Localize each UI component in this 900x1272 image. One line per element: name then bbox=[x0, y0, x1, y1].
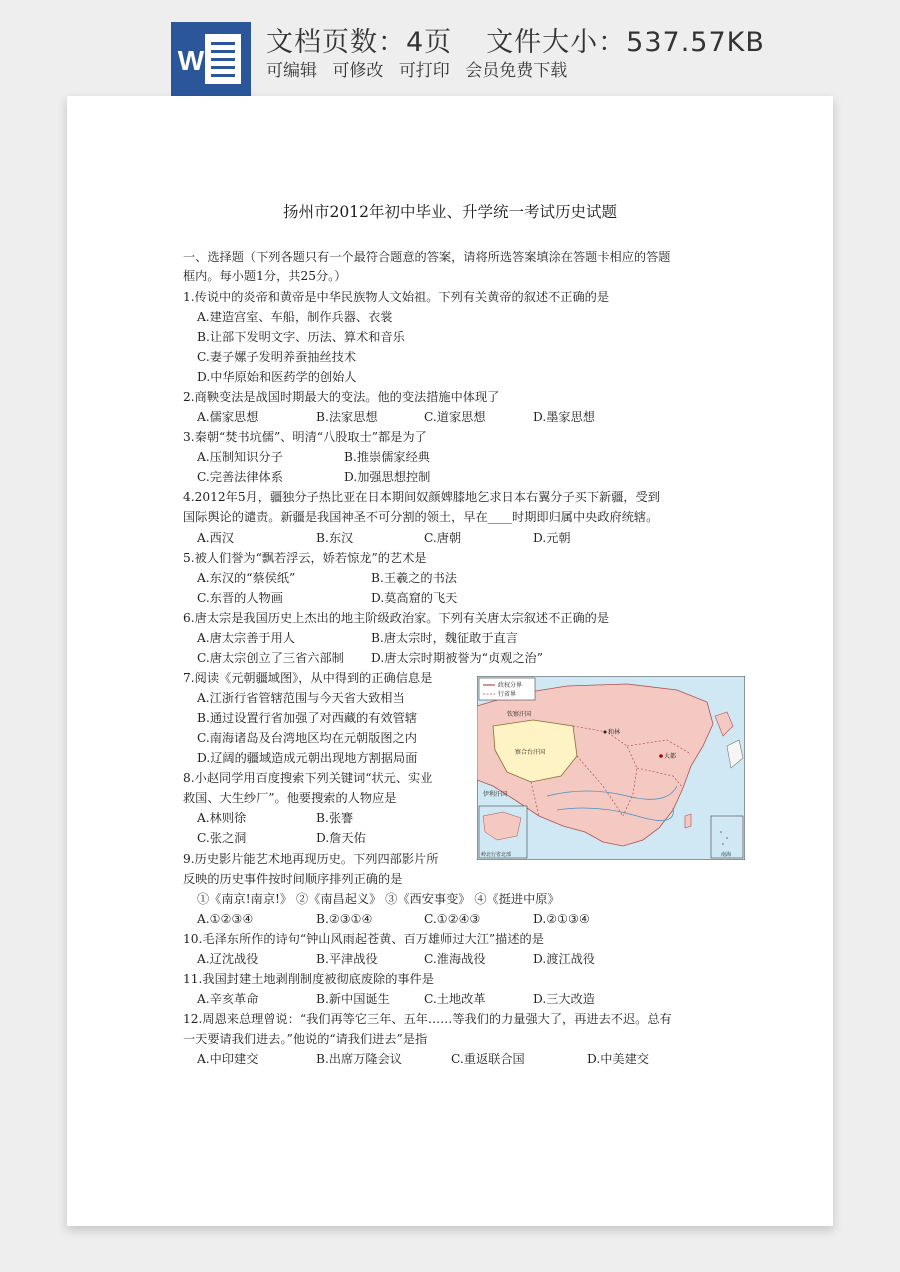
exam-title: 扬州市2012年初中毕业、升学统一考试历史试题 bbox=[283, 203, 617, 221]
question-12-option-b: B.出席万隆会议 bbox=[316, 1052, 402, 1066]
question-2-option-a: A.儒家思想 bbox=[197, 410, 259, 424]
question-8-stem-line1: 8.小赵同学用百度搜索下列关键词“状元、实业 bbox=[183, 771, 433, 785]
question-1-option-a: A.建造宫室、车船，制作兵器、衣裳 bbox=[197, 310, 393, 324]
question-6-stem: 6.唐太宗是我国历史上杰出的地主阶级政治家。下列有关唐太宗叙述不正确的是 bbox=[183, 611, 610, 625]
question-11-option-d: D.三大改造 bbox=[533, 992, 595, 1006]
question-10-option-a: A.辽沈战役 bbox=[197, 952, 259, 966]
section-intro-line1: 一、选择题（下列各题只有一个最符合题意的答案，请将所选答案填涂在答题卡相应的答题 bbox=[183, 250, 671, 264]
file-size: 文件大小：537.57KB bbox=[486, 27, 765, 58]
word-icon-letter: W bbox=[177, 45, 205, 76]
question-8-option-c: C.张之洞 bbox=[197, 831, 247, 845]
question-10-option-d: D.渡江战役 bbox=[533, 952, 595, 966]
question-12-option-c: C.重返联合国 bbox=[451, 1052, 525, 1066]
question-6-option-a: A.唐太宗善于用人 bbox=[197, 631, 295, 645]
question-12-stem-line2: 一天要请我们进去。”他说的“请我们进去”是指 bbox=[183, 1032, 428, 1046]
question-4-option-c: C.唐朝 bbox=[424, 531, 462, 545]
question-6-option-d: D.唐太宗时期被誉为“贞观之治” bbox=[371, 651, 543, 665]
question-10-option-c: C.淮海战役 bbox=[424, 952, 486, 966]
download-banner bbox=[0, 0, 900, 96]
question-7-option-c: C.南海诸岛及台湾地区均在元朝版图之内 bbox=[197, 731, 417, 745]
question-1-stem: 1.传说中的炎帝和黄帝是中华民族物人文始祖。下列有关黄帝的叙述不正确的是 bbox=[183, 290, 610, 304]
question-6-option-b: B.唐太宗时，魏征敢于直言 bbox=[371, 631, 518, 645]
question-8-option-d: D.詹天佑 bbox=[316, 831, 366, 845]
question-5-option-b: B.王羲之的书法 bbox=[371, 571, 457, 585]
question-3-option-a: A.压制知识分子 bbox=[197, 450, 283, 464]
feature-editable: 可编辑 bbox=[266, 61, 317, 81]
map-label-ilkhanate: 伊利汗国 bbox=[483, 791, 508, 798]
question-1-option-c: C.妻子嫘子发明养蚕抽丝技术 bbox=[197, 350, 357, 364]
map-label-dadu: 大都 bbox=[664, 753, 677, 760]
question-9-stem-line1: 9.历史影片能艺术地再现历史。下列四部影片所 bbox=[183, 852, 439, 866]
question-2-option-c: C.道家思想 bbox=[424, 410, 486, 424]
question-10-stem: 10.毛泽东所作的诗句“钟山风雨起苍黄、百万雄师过大江”描述的是 bbox=[183, 932, 544, 946]
page-count: 文档页数：4页 bbox=[266, 27, 453, 58]
question-2-option-d: D.墨家思想 bbox=[533, 410, 595, 424]
exam-content bbox=[67, 96, 833, 1226]
question-6-option-c: C.唐太宗创立了三省六部制 bbox=[197, 651, 344, 665]
feature-printable: 可打印 bbox=[398, 61, 450, 81]
question-7-option-a: A.江浙行省管辖范围与今天省大致相当 bbox=[197, 691, 405, 705]
question-1-option-b: B.让部下发明文字、历法、算术和音乐 bbox=[197, 330, 405, 344]
document-page bbox=[67, 96, 833, 1226]
word-document-icon bbox=[171, 22, 251, 96]
feature-modifiable: 可修改 bbox=[332, 61, 384, 81]
question-9-film-list: ①《南京!南京!》 ②《南昌起义》 ③《西安事变》 ④《挺进中原》 bbox=[197, 892, 560, 906]
map-legend-regime-border: 政权分界 bbox=[498, 682, 523, 689]
question-2-stem: 2.商鞅变法是战国时期最大的变法。他的变法措施中体现了 bbox=[183, 390, 500, 404]
map-inset-label: 岭北行省北部 bbox=[481, 852, 512, 858]
question-7-stem: 7.阅读《元朝疆域图》，从中得到的正确信息是 bbox=[183, 671, 433, 685]
question-10-option-b: B.平津战役 bbox=[316, 952, 378, 966]
question-11-stem: 11.我国封建土地剥削制度被彻底废除的事件是 bbox=[183, 972, 434, 986]
map-legend-province-border: 行省界 bbox=[498, 691, 517, 698]
question-3-option-b: B.推崇儒家经典 bbox=[344, 450, 430, 464]
question-5-stem: 5.被人们誉为“飘若浮云，娇若惊龙”的艺术是 bbox=[183, 551, 427, 565]
question-12-stem-line1: 12.周恩来总理曾说：“我们再等它三年、五年……等我们的力量强大了，再进去不迟。总有 bbox=[183, 1012, 672, 1026]
question-3-option-c: C.完善法律体系 bbox=[197, 470, 283, 484]
question-4-option-b: B.东汉 bbox=[316, 531, 354, 545]
question-5-option-d: D.莫高窟的飞天 bbox=[371, 591, 458, 605]
question-12-option-a: A.中印建交 bbox=[197, 1052, 259, 1066]
question-9-stem-line2: 反映的历史事件按时间顺序排列正确的是 bbox=[183, 872, 403, 886]
question-12-option-d: D.中美建交 bbox=[587, 1052, 649, 1066]
question-3-option-d: D.加强思想控制 bbox=[344, 470, 431, 484]
question-2-option-b: B.法家思想 bbox=[316, 410, 378, 424]
question-7-option-b: B.通过设置行省加强了对西藏的有效管辖 bbox=[197, 711, 418, 725]
question-9-option-d: D.②①③④ bbox=[533, 912, 590, 926]
question-4-stem-line2: 国际舆论的谴责。新疆是我国神圣不可分割的领土，早在____时期即归属中央政府统辖。 bbox=[183, 510, 659, 524]
feature-member-download: 会员免费下载 bbox=[465, 61, 568, 81]
question-11-option-a: A.辛亥革命 bbox=[197, 992, 259, 1006]
question-9-option-c: C.①②④③ bbox=[424, 912, 481, 926]
question-5-option-c: C.东晋的人物画 bbox=[197, 591, 283, 605]
question-9-option-b: B.②③①④ bbox=[316, 912, 373, 926]
question-8-option-b: B.张謇 bbox=[316, 811, 354, 825]
question-11-option-b: B.新中国诞生 bbox=[316, 992, 390, 1006]
map-label-karakorum: 和林 bbox=[608, 729, 621, 736]
question-7-option-d: D.辽阔的疆域造成元朝出现地方割据局面 bbox=[197, 751, 418, 765]
map-label-chagatai-khanate: 察合台汗国 bbox=[515, 749, 546, 756]
question-8-stem-line2: 救国、大生纱厂”。他要搜索的人物应是 bbox=[183, 791, 397, 805]
map-inset-south-sea-label: 南海 bbox=[721, 852, 732, 858]
question-4-stem-line1: 4.2012年5月，疆独分子热比亚在日本期间奴颜婢膝地乞求日本右翼分子买下新疆，受到 bbox=[183, 490, 660, 504]
question-3-stem: 3.秦朝“焚书坑儒”、明清“八股取士”都是为了 bbox=[183, 430, 427, 444]
file-info bbox=[266, 20, 765, 59]
question-9-option-a: A.①②③④ bbox=[197, 912, 254, 926]
question-11-option-c: C.土地改革 bbox=[424, 992, 486, 1006]
question-5-option-a: A.东汉的“蔡侯纸” bbox=[197, 571, 296, 585]
question-4-option-d: D.元朝 bbox=[533, 531, 571, 545]
question-1-option-d: D.中华原始和医药学的创始人 bbox=[197, 370, 357, 384]
feature-list bbox=[266, 56, 577, 81]
question-4-option-a: A.西汉 bbox=[197, 531, 235, 545]
yuan-territory-map bbox=[477, 676, 745, 860]
question-8-option-a: A.林则徐 bbox=[197, 811, 247, 825]
section-intro-line2: 框内。每小题1分，共25分。） bbox=[183, 269, 347, 283]
map-label-kipchak-khanate: 钦察汗国 bbox=[507, 711, 532, 718]
